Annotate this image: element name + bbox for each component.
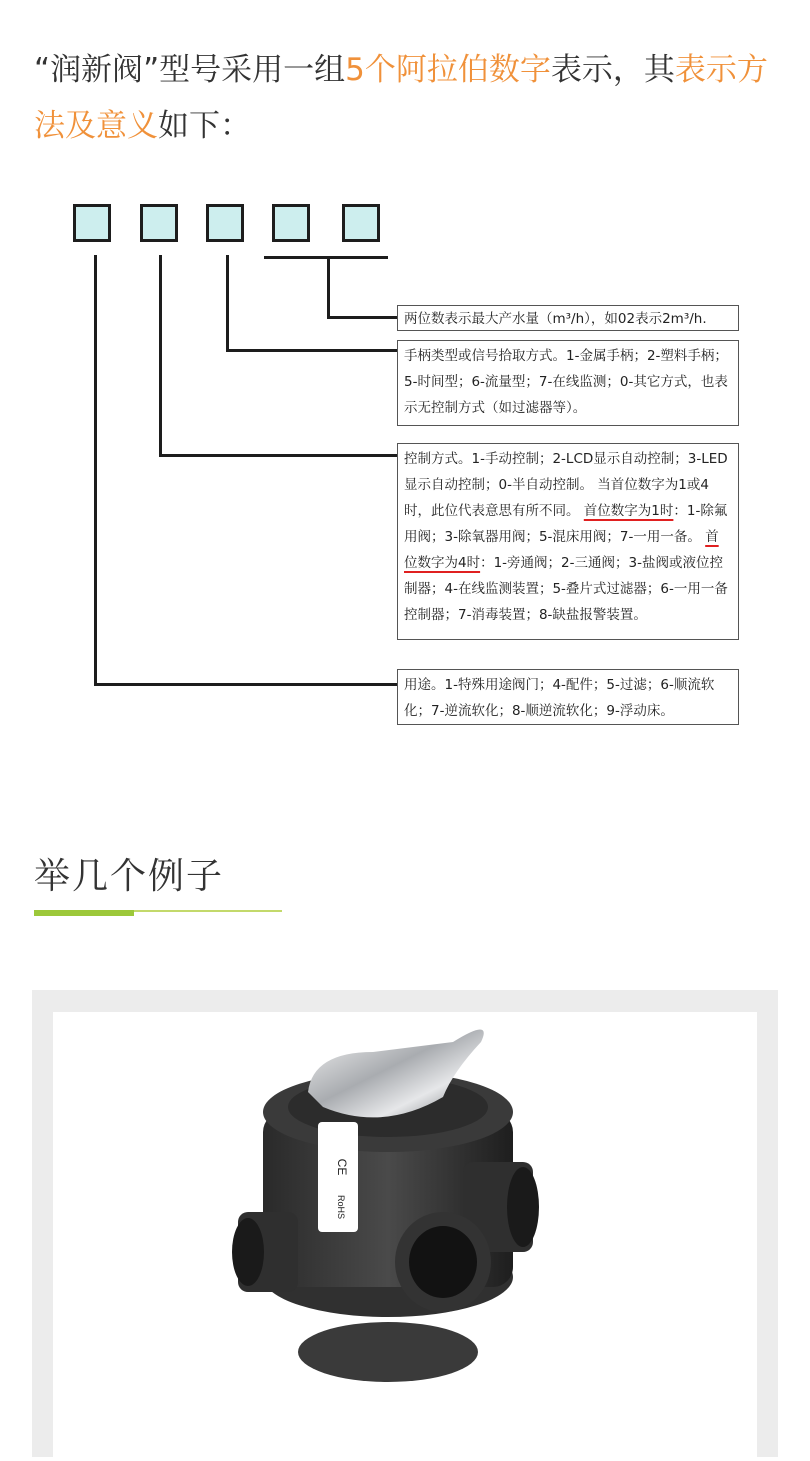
digit-box-1: [73, 204, 111, 242]
note-handle: [397, 340, 739, 426]
digit-box-3: [206, 204, 244, 242]
digit-box-5: [342, 204, 380, 242]
ce-label: CE: [335, 1158, 349, 1176]
connector-usage-horizontal: [94, 683, 399, 686]
connector-control-vertical: [159, 255, 162, 456]
note-control-seg2: ：1-旁通阀；2-三通阀；3-盐阀或液位控制器；4-在线监测装置；5-叠片式过滤器；6-一用一备控制器；7-消毒装置；8-缺盐报警装置。: [404, 555, 728, 623]
connector-handle-vertical: [226, 255, 229, 351]
valve-photo-icon: [53, 1012, 757, 1457]
connector-handle-horizontal: [226, 349, 399, 352]
model-number-diagram: [0, 190, 810, 750]
example-photo-frame: [32, 990, 778, 1457]
note-control-seg1: ：1-除氟用阀；3-除氧器用阀；5-混床用阀；7-一用一备。: [404, 503, 728, 545]
bracket-digits-4-5: [264, 256, 388, 259]
note-usage: [397, 669, 739, 725]
digit-box-4: [272, 204, 310, 242]
note-control-line2: 当首位数字为1或4时，此位代表意思有所不同。: [404, 477, 709, 519]
quote-open: “: [34, 52, 51, 88]
connector-control-horizontal: [159, 454, 399, 457]
intro-highlight-digits: 5个阿拉伯数字: [345, 52, 551, 88]
product-name: 润新阀: [50, 52, 144, 88]
note-usage-text: 用途。1-特殊用途阀门；4-配件；5-过滤；6-顺流软化；7-逆流软化；8-顺逆流软化；9-浮动床。: [404, 677, 715, 719]
connector-usage-vertical: [94, 255, 97, 685]
note-control: [397, 443, 739, 640]
section-title-accent: [34, 910, 134, 916]
intro-text-1: 型号采用一组: [159, 52, 346, 88]
note-control-line1: 控制方式。1-手动控制；2-LCD显示自动控制；3-LED显示自动控制；0-半自动控制。: [404, 451, 728, 493]
example-photo: [53, 1012, 757, 1457]
note-control-underline-2: 首位数字为4时: [404, 529, 719, 571]
connector-flow-horizontal: [327, 316, 399, 319]
intro-highlight-meaning: 表示方法及意义: [34, 52, 768, 144]
intro-text-2: 表示，其: [550, 52, 675, 88]
note-control-underline-1: 首位数字为1时: [583, 503, 674, 519]
intro-text-3: 如下：: [158, 108, 251, 144]
intro-paragraph: [34, 42, 794, 154]
digit-box-2: [140, 204, 178, 242]
note-flow: [397, 305, 739, 331]
rohs-label: RoHS: [336, 1194, 346, 1220]
section-title: 举几个例子: [34, 856, 225, 897]
connector-flow-vertical: [327, 256, 330, 318]
note-handle-text: 手柄类型或信号拾取方式。1-金属手柄；2-塑料手柄；5-时间型；6-流量型；7-在线监测；0-其它方式，也表示无控制方式（如过滤器等）。: [404, 348, 728, 416]
note-flow-text: 两位数表示最大产水量（m³/h），如02表示2m³/h.: [404, 311, 707, 327]
quote-close: ”: [143, 52, 160, 88]
